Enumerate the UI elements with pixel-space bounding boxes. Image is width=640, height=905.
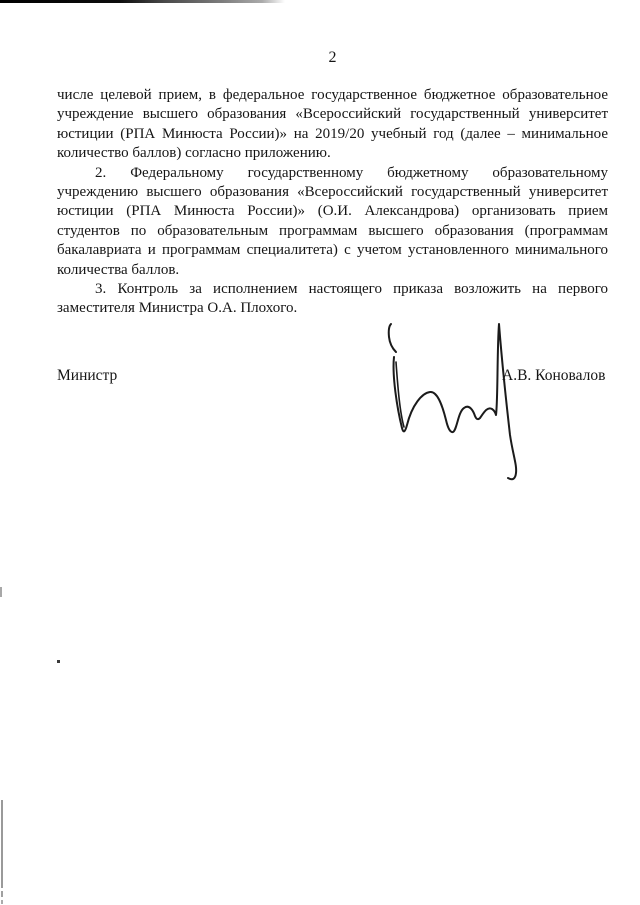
document-body [57, 86, 608, 319]
paragraph-item-3: 3. Контроль за исполнением настоящего приказа возложить на первого заместителя Министра О.А. Плохого. [57, 281, 608, 317]
paragraph-item-2: 2. Федеральному государственному бюджетному образовательному учреждению высшего образования «Всероссийский государственный университет юстиции (РПА Минюста России)» (О.И. Александрова) организовать прием студентов по образовательным программам высшего образования (программам бакалавриата и программам специалитета) с учетом установленного минимального количества баллов. [57, 164, 608, 278]
signoff-name: А.В. Коновалов [502, 367, 606, 384]
page-number: 2 [328, 49, 337, 66]
scan-edge-left-dash [0, 587, 2, 597]
signoff-title: Министр [57, 367, 118, 384]
signature-scribble [385, 315, 525, 490]
scan-edge-top-line [0, 0, 285, 3]
paragraph-continuation: числе целевой прием, в федеральное государственное бюджетное образовательное учреждение высшего образования «Всероссийский государственный университет юстиции (РПА Минюста России)» на 2019/20 учебный год (далее – минимальное количество баллов) согласно приложению. [57, 87, 608, 162]
scan-edge-left-dash [1, 900, 3, 904]
scan-edge-left-dash [1, 891, 3, 897]
scan-speck [57, 660, 60, 663]
scan-edge-left-line [1, 800, 3, 888]
